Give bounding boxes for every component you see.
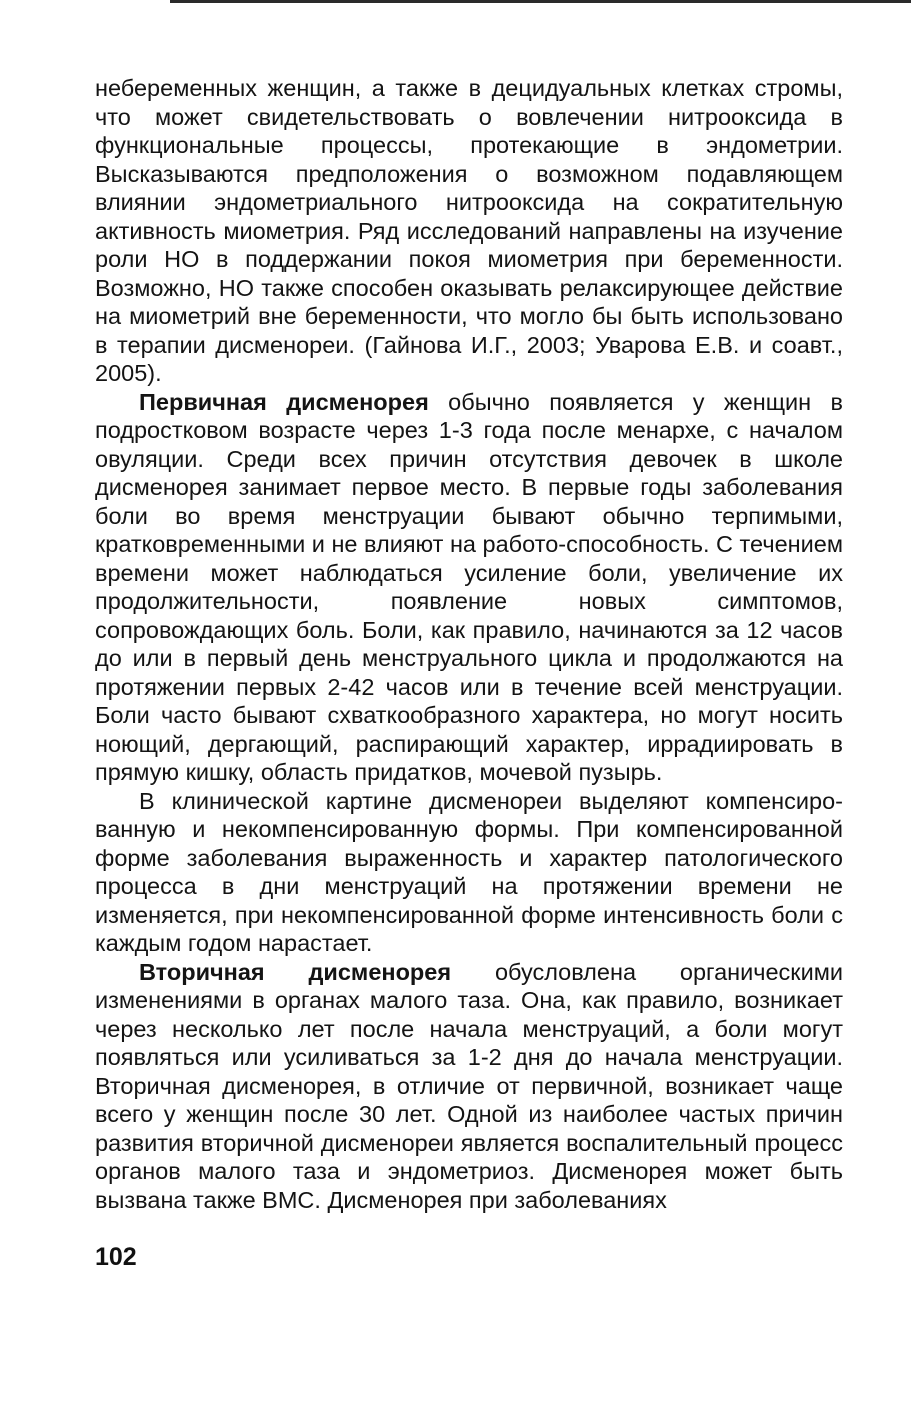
paragraph-text: небеременных женщин, а также в децидуальных клетках стромы, что может свидетельствовать о вовлечении нитрооксида в функциональные процессы, протекающие в эндометрии. Высказываются предположения о возможном подавляющем влиянии эндометриального нитрооксида на сократительную активность миометрия. Ряд исследований направлены на изучение роли НО в поддержании покоя миометрия при беременности. Возможно, НО также способен оказывать релаксирующее действие на миометрий вне беременности, что могло бы быть использовано в терапии дисменореи. (Гайнова И.Г., 2003; Уварова Е.В. и соавт., 2005). xyxy=(95,75,843,386)
page-number: 102 xyxy=(95,1243,137,1271)
body-text xyxy=(95,74,843,1214)
term-primary-dysmenorrhea: Первичная дисменорея xyxy=(139,388,429,415)
top-rule xyxy=(170,0,911,3)
paragraph-secondary-dysmenorrhea xyxy=(95,958,843,1215)
paragraph-continuation xyxy=(95,74,843,388)
paragraph-primary-dysmenorrhea xyxy=(95,388,843,787)
term-secondary-dysmenorrhea: Вторичная дисменорея xyxy=(139,958,452,985)
paragraph-text: обычно появляется у женщин в подростковом возрасте через 1-3 года после менархе, с началом овуляции. Среди всех причин отсутствия девочек в школе дисменорея занимает первое место. В первые годы заболевания боли во время менструации бывают обычно терпимыми, кратковременными и не влияют на работо-способность. С течением времени может наблюдаться усиление боли, увеличение их продолжительности, появление новых симптомов, сопровождающих боль. Боли, как правило, начинаются за 12 часов до или в первый день менструального цикла и продолжаются на протяжении первых 2-42 часов или в течение всей менструации. Боли часто бывают схваткообразного характера, но могут носить ноющий, дергающий, распирающий характер, иррадиировать в прямую кишку, область придатков, мочевой пузырь. xyxy=(95,388,843,785)
paragraph-text: В клинической картине дисменореи выделяют компенсированную и некомпенсированную формы. При компенсированной форме заболевания выраженность и характер патологического процесса в дни менструаций на протяжении времени не изменяется, при некомпенсированной форме интенсивность боли с каждым годом нарастает. xyxy=(95,787,843,956)
paragraph-text: обусловлена органическими изменениями в органах малого таза. Она, как правило, возникает через несколько лет после начала менструаций, а боли могут появляться или усиливаться за 1-2 дня до начала менструации. Вторичная дисменорея, в отличие от первичной, возникает чаще всего у женщин после 30 лет. Одной из наиболее частых причин развития вторичной дисменореи является воспалительный процесс органов малого таза и эндометриоз. Дисменорея может быть вызвана также ВМС. Дисменорея при заболеваниях xyxy=(95,958,843,1213)
paragraph-clinical-picture xyxy=(95,787,843,958)
